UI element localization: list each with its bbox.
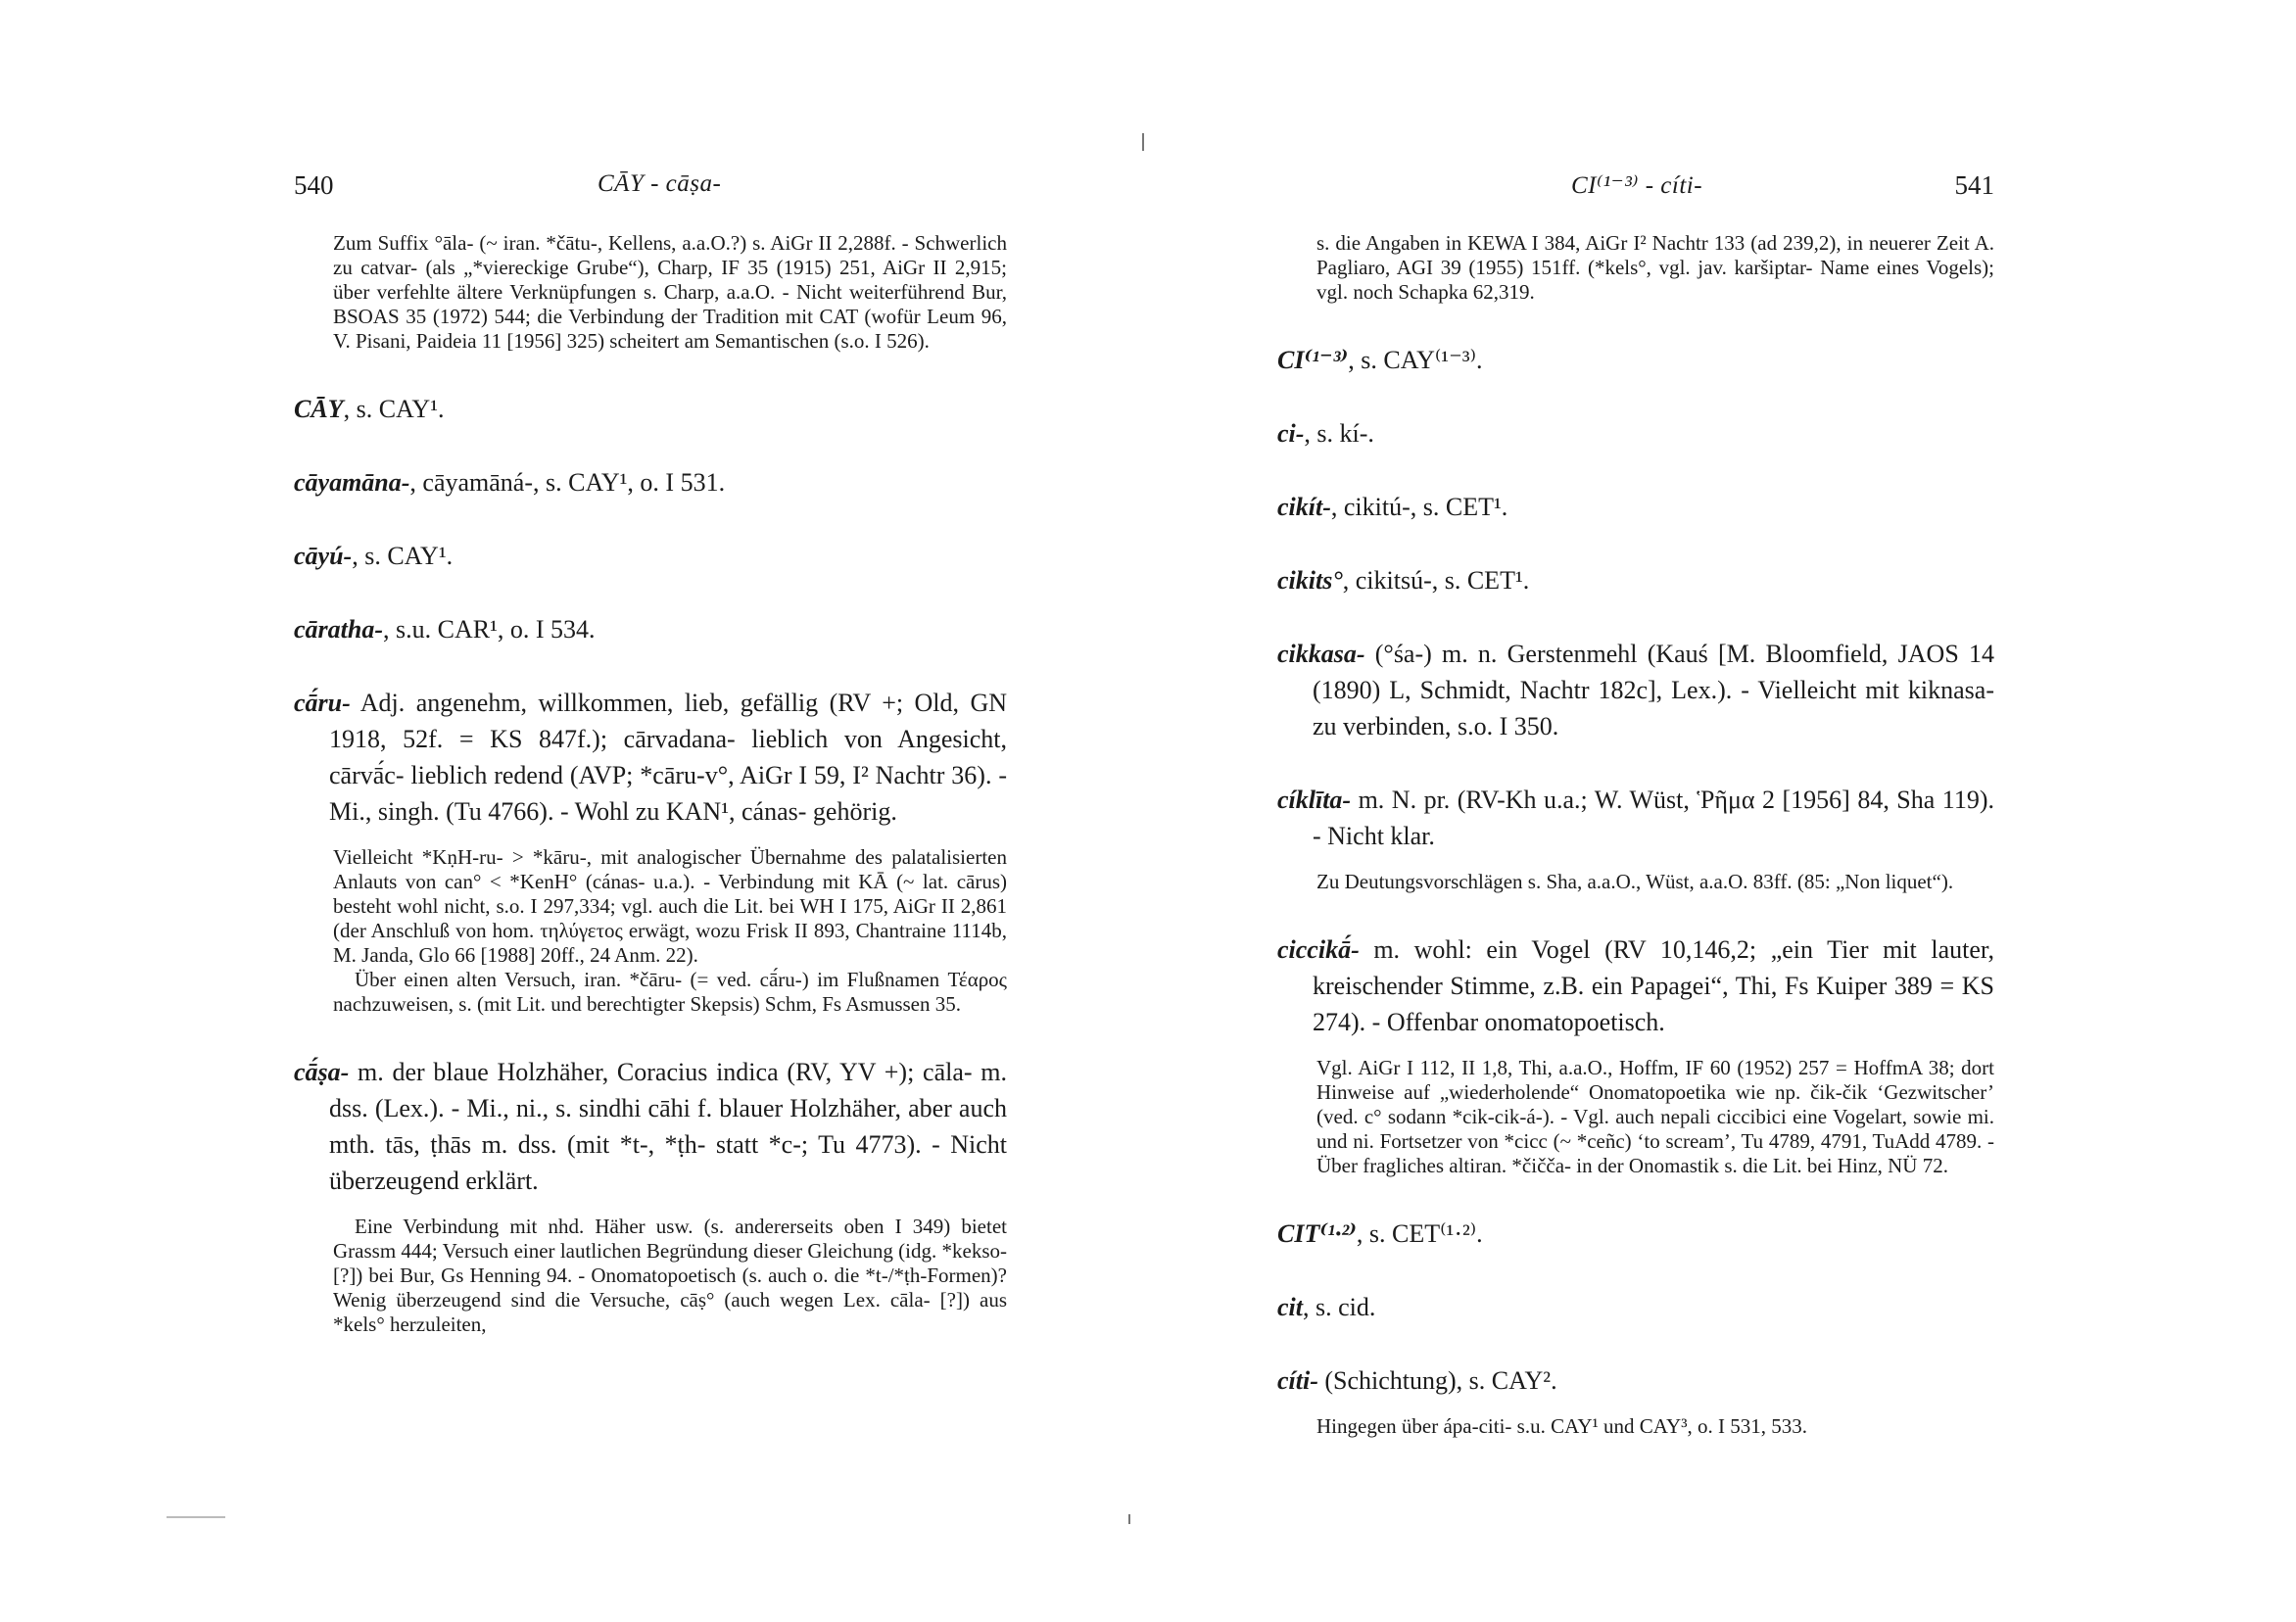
entry-ciccika: ciccikā́- m. wohl: ein Vogel (RV 10,146,2; „ein Tier mit lauter, kreischender Stimme, z.B. ein Papagei“, Thi, Fs Kuiper 389 = KS 274). - Offenbar onomatopoetisch. bbox=[1277, 935, 1994, 1036]
scan-mark-top bbox=[1142, 133, 1144, 151]
citi-note: Hingegen über ápa-citi- s.u. CAY¹ und CAY³, o. I 531, 533. bbox=[1316, 1414, 1807, 1438]
entry-ci: ci-, s. kí-. bbox=[1277, 419, 1374, 448]
entry-cayu: cāyú-, s. CAY¹. bbox=[294, 542, 454, 570]
entry-caratha: cāratha-, s.u. CAR¹, o. I 534. bbox=[294, 615, 596, 644]
ciccika-note: Vgl. AiGr I 112, II 1,8, Thi, a.a.O., Hoffm, IF 60 (1952) 257 = HoffmA 38; dort Hinweise auf „wiederholende“ Onomatopoetika wie np. čik-čik ‘Gezwitscher’ (ved. c° sodann *cik-cik-á-). - Vgl. auch nepali ciccibici eine Vogelart, sowie mi. und ni. Fortsetzer von *cicc (~ *ceñc) ‘to scream’, Tu 4789, 4791, TuAdd 4789. - Über fragliches altiran. *čičča- in der Onomastik s. die Lit. bei Hinz, NÜ 72. bbox=[1316, 1056, 1994, 1177]
left-page-body bbox=[294, 231, 1007, 1337]
entry-cayamana: cāyamāna-, cāyamāná-, s. CAY¹, o. I 531. bbox=[294, 468, 726, 497]
caru-note-1: Vielleicht *KṇH-ru- > *kāru-, mit analogischer Übernahme des palatalisierten Anlauts von can° < *KenH° (cánas- u.a.). - Verbindung mit KĀ (~ lat. cārus) besteht wohl nicht, s.o. I 297,334; vgl. auch die Lit. bei WH I 175, AiGr II 2,861 (der Anschluß von hom. τηλύγετος erwägt, wozu Frisk II 893, Chantraine 1114b, M. Janda, Glo 66 [1988] 20ff., 24 Anm. 22). bbox=[333, 845, 1007, 967]
entry-cay: CĀY, s. CAY¹. bbox=[294, 395, 445, 423]
right-note-top: s. die Angaben in KEWA I 384, AiGr I² Nachtr 133 (ad 239,2), in neuerer Zeit A. Pagliaro, AGI 39 (1955) 151ff. (*kels°, vgl. jav. karšiptar- Name eines Vogels); vgl. noch Schapka 62,319. bbox=[1316, 231, 1994, 304]
entry-cikit: cikít-, cikitú-, s. CET¹. bbox=[1277, 493, 1508, 521]
left-page bbox=[294, 0, 1007, 1622]
left-page-number: 540 bbox=[294, 170, 334, 200]
entry-casa: cā́ṣa- m. der blaue Holzhäher, Coracius indica (RV, YV +); cāla- m. dss. (Lex.). - Mi., ni., s. sindhi cāhi f. blauer Holzhäher, aber auch mth. tās, ṭhās m. dss. (mit *t-, *ṭh- statt *c-; Tu 4773). - Nicht überzeugend erklärt. bbox=[294, 1058, 1007, 1195]
entry-caru: cā́ru- Adj. angenehm, willkommen, lieb, gefällig (RV +; Old, GN 1918, 52f. = KS 847f.); cārvadana- lieblich von Angesicht, cārvā́c- lieblich redend (AVP; *cāru-v°, AiGr I 59, I² Nachtr 36). - Mi., singh. (Tu 4766). - Wohl zu KAN¹, cánas- gehörig. bbox=[294, 689, 1007, 826]
entry-cit: cit, s. cid. bbox=[1277, 1293, 1376, 1321]
scan-mark-bottom-center bbox=[1128, 1514, 1130, 1524]
ciklita-note: Zu Deutungsvorschlägen s. Sha, a.a.O., Wüst, a.a.O. 83ff. (85: „Non liquet“). bbox=[1316, 870, 1954, 893]
left-note-1: Zum Suffix °āla- (~ iran. *čātu-, Kellens, a.a.O.?) s. AiGr II 2,288f. - Schwerlich zu catvar- (als „*viereckige Grube“), Charp, IF 35 (1915) 251, AiGr II 2,915; über verfehlte ältere Verknüpfungen s. Charp, a.a.O. - Nicht weiterführend Bur, BSOAS 35 (1972) 544; die Verbindung der Tradition mit CAT (wofür Leum 96, V. Pisani, Paideia 11 [1956] 325) scheitert am Semantischen (s.o. I 526). bbox=[333, 231, 1007, 353]
scan-mark-bottom-left bbox=[167, 1516, 225, 1518]
entry-ciklita: cíklīta- m. N. pr. (RV-Kh u.a.; W. Wüst, Ῥῆμα 2 [1956] 84, Sha 119). - Nicht klar. bbox=[1277, 786, 1994, 850]
right-page-number: 541 bbox=[1954, 170, 1994, 200]
right-page bbox=[1277, 0, 1994, 1622]
entry-cikkasa: cikkasa- (°śa-) m. n. Gerstenmehl (Kauś [M. Bloomfield, JAOS 14 (1890) L, Schmidt, Nachtr 182c], Lex.). - Vielleicht mit kiknasa- zu verbinden, s.o. I 350. bbox=[1277, 640, 1994, 740]
right-page-body bbox=[1277, 231, 1994, 1439]
casa-note: Eine Verbindung mit nhd. Häher usw. (s. andererseits oben I 349) bietet Grassm 444; Versuch einer lautlichen Begründung dieser Gleichung (idg. *kekso- [?]) bei Bur, Gs Henning 94. - Onomatopoetisch (s. auch o. die *t-/*ṭh-Formen)? Wenig überzeugend sind die Versuche, cāṣ° (auch wegen Lex. cāla- [?]) aus *kels° herzuleiten, bbox=[333, 1215, 1007, 1336]
entry-cit-root: CIT⁽¹·²⁾, s. CET⁽¹·²⁾. bbox=[1277, 1219, 1483, 1248]
caru-note-2: Über einen alten Versuch, iran. *čāru- (= ved. cā́ru-) im Flußnamen Τέαρος nachzuweisen, s. (mit Lit. und berechtigter Skepsis) Schm, Fs Asmussen 35. bbox=[333, 968, 1007, 1016]
left-running-head bbox=[294, 170, 1007, 210]
left-head-title: CĀY - cāṣa- bbox=[598, 170, 722, 197]
right-head-title: CI⁽¹⁻³⁾ - cíti- bbox=[1571, 172, 1703, 199]
entry-ci-root: CI⁽¹⁻³⁾, s. CAY⁽¹⁻³⁾. bbox=[1277, 346, 1483, 374]
entry-citi: cíti- (Schichtung), s. CAY². bbox=[1277, 1366, 1557, 1395]
entry-cikits: cikits°, cikitsú-, s. CET¹. bbox=[1277, 566, 1530, 595]
right-running-head bbox=[1277, 170, 1994, 210]
